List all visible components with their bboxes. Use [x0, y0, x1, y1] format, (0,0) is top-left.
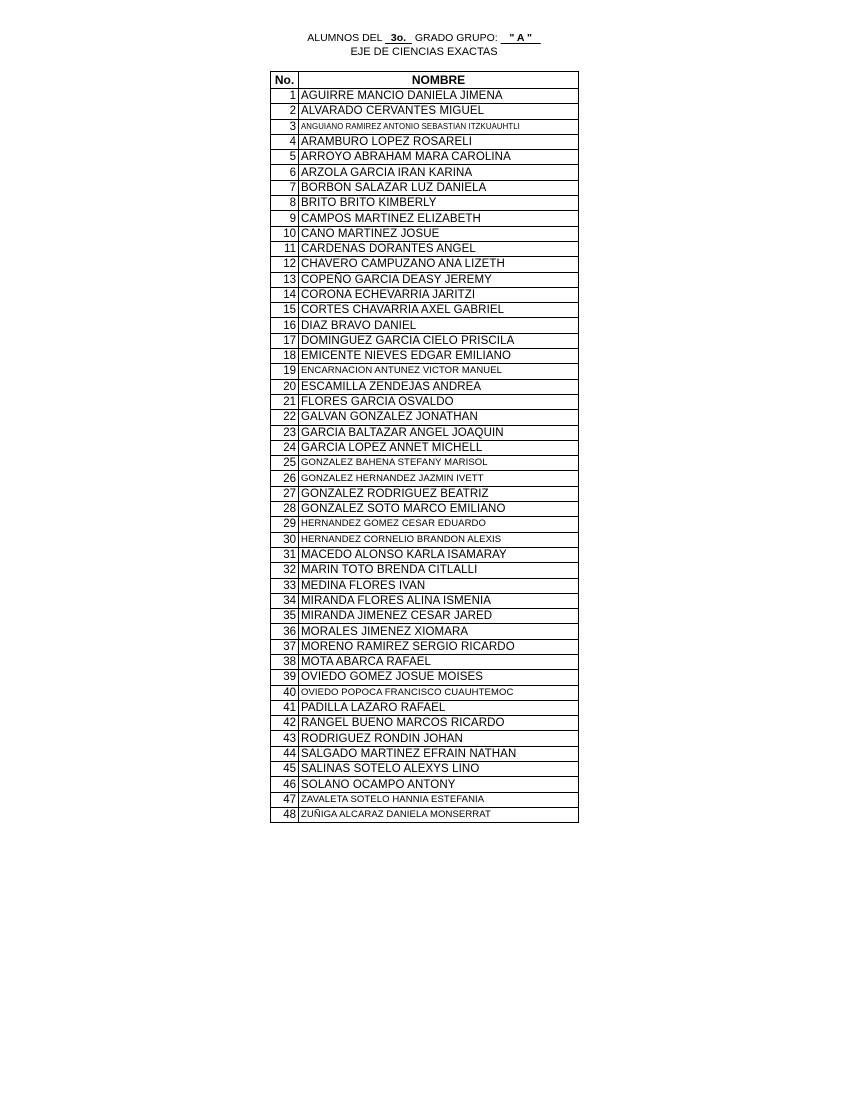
student-name: MARIN TOTO BRENDA CITLALLI [299, 563, 579, 578]
table-row [271, 654, 579, 669]
group-value: " A " [509, 32, 532, 44]
row-number: 30 [271, 532, 299, 547]
student-name: OVIEDO GOMEZ JOSUE MOISES [299, 670, 579, 685]
student-name: MORENO RAMIREZ SERGIO RICARDO [299, 639, 579, 654]
row-number: 24 [271, 440, 299, 455]
table-row [271, 746, 579, 761]
table-row [271, 670, 579, 685]
student-name: ANGUIANO RAMIREZ ANTONIO SEBASTIAN ITZKUAUHTLI [299, 119, 579, 134]
table-row [271, 502, 579, 517]
student-name: BRITO BRITO KIMBERLY [299, 196, 579, 211]
table-row [271, 685, 579, 700]
student-name: BORBON SALAZAR LUZ DANIELA [299, 180, 579, 195]
row-number: 22 [271, 410, 299, 425]
student-name: PADILLA LAZARO RAFAEL [299, 700, 579, 715]
row-number: 28 [271, 502, 299, 517]
student-name: GARCIA BALTAZAR ANGEL JOAQUIN [299, 425, 579, 440]
row-number: 12 [271, 257, 299, 272]
document-header [270, 32, 578, 59]
student-name: ARAMBURO LOPEZ ROSARELI [299, 134, 579, 149]
student-name: RANGEL BUENO MARCOS RICARDO [299, 716, 579, 731]
table-row [271, 379, 579, 394]
grade-value: 3o. [390, 32, 407, 44]
row-number: 10 [271, 226, 299, 241]
table-row [271, 394, 579, 409]
row-number: 27 [271, 486, 299, 501]
student-name: HERNANDEZ GOMEZ CESAR EDUARDO [299, 517, 579, 532]
row-number: 42 [271, 716, 299, 731]
row-number: 15 [271, 303, 299, 318]
student-name: CANO MARTINEZ JOSUE [299, 226, 579, 241]
student-name: MIRANDA FLORES ALINA ISMENIA [299, 593, 579, 608]
student-name: HERNANDEZ CORNELIO BRANDON ALEXIS [299, 532, 579, 547]
table-row [271, 624, 579, 639]
table-row [271, 532, 579, 547]
row-number: 39 [271, 670, 299, 685]
table-row [271, 578, 579, 593]
table-row [271, 364, 579, 379]
table-header-row [271, 72, 579, 89]
row-number: 9 [271, 211, 299, 226]
table-row [271, 119, 579, 134]
row-number: 23 [271, 425, 299, 440]
row-number: 20 [271, 379, 299, 394]
table-row [271, 303, 579, 318]
table-row [271, 272, 579, 287]
table-row [271, 456, 579, 471]
student-name: CARDENAS DORANTES ANGEL [299, 241, 579, 256]
student-name: MOTA ABARCA RAFAEL [299, 654, 579, 669]
row-number: 21 [271, 394, 299, 409]
row-number: 25 [271, 456, 299, 471]
row-number: 35 [271, 609, 299, 624]
student-name: MORALES JIMENEZ XIOMARA [299, 624, 579, 639]
table-row [271, 425, 579, 440]
student-name: CHAVERO CAMPUZANO ANA LIZETH [299, 257, 579, 272]
table-row [271, 226, 579, 241]
table-row [271, 792, 579, 807]
row-number: 2 [271, 104, 299, 119]
table-row [271, 716, 579, 731]
student-name: DIAZ BRAVO DANIEL [299, 318, 579, 333]
table-row [271, 134, 579, 149]
row-number: 4 [271, 134, 299, 149]
table-row [271, 807, 579, 822]
subtitle: EJE DE CIENCIAS EXACTAS [350, 46, 498, 58]
row-number: 41 [271, 700, 299, 715]
row-number: 38 [271, 654, 299, 669]
roster-body [271, 89, 579, 823]
student-name: SALGADO MARTINEZ EFRAIN NATHAN [299, 746, 579, 761]
table-row [271, 731, 579, 746]
student-name: EMICENTE NIEVES EDGAR EMILIANO [299, 349, 579, 364]
row-number: 46 [271, 777, 299, 792]
student-name: GARCIA LOPEZ ANNET MICHELL [299, 440, 579, 455]
group-label: GRUPO: [456, 32, 498, 44]
student-name: RODRIGUEZ RONDIN JOHAN [299, 731, 579, 746]
row-number: 17 [271, 333, 299, 348]
student-name: ARROYO ABRAHAM MARA CAROLINA [299, 150, 579, 165]
student-name: ALVARADO CERVANTES MIGUEL [299, 104, 579, 119]
row-number: 34 [271, 593, 299, 608]
student-name: SOLANO OCAMPO ANTONY [299, 777, 579, 792]
table-row [271, 547, 579, 562]
student-name: CORONA ECHEVARRIA JARITZI [299, 287, 579, 302]
table-row [271, 471, 579, 486]
table-row [271, 517, 579, 532]
student-name: MIRANDA JIMENEZ CESAR JARED [299, 609, 579, 624]
student-name: ZUÑIGA ALCARAZ DANIELA MONSERRAT [299, 807, 579, 822]
row-number: 32 [271, 563, 299, 578]
row-number: 3 [271, 119, 299, 134]
column-header-number: No. [271, 72, 299, 89]
table-row [271, 257, 579, 272]
row-number: 40 [271, 685, 299, 700]
table-row [271, 180, 579, 195]
row-number: 16 [271, 318, 299, 333]
row-number: 31 [271, 547, 299, 562]
student-name: GONZALEZ SOTO MARCO EMILIANO [299, 502, 579, 517]
student-name: CORTES CHAVARRIA AXEL GABRIEL [299, 303, 579, 318]
student-roster-table [270, 71, 579, 823]
row-number: 7 [271, 180, 299, 195]
student-name: GONZALEZ BAHENA STEFANY MARISOL [299, 456, 579, 471]
table-row [271, 196, 579, 211]
header-prefix: ALUMNOS DEL [307, 32, 383, 44]
student-name: DOMINGUEZ GARCIA CIELO PRISCILA [299, 333, 579, 348]
row-number: 1 [271, 89, 299, 104]
table-row [271, 211, 579, 226]
table-row [271, 333, 579, 348]
student-name: GONZALEZ HERNANDEZ JAZMIN IVETT [299, 471, 579, 486]
table-row [271, 440, 579, 455]
student-name: SALINAS SOTELO ALEXYS LINO [299, 762, 579, 777]
table-row [271, 563, 579, 578]
row-number: 6 [271, 165, 299, 180]
table-row [271, 318, 579, 333]
student-name: ESCAMILLA ZENDEJAS ANDREA [299, 379, 579, 394]
student-name: AGUIRRE MANCIO DANIELA JIMENA [299, 89, 579, 104]
row-number: 5 [271, 150, 299, 165]
row-number: 44 [271, 746, 299, 761]
table-row [271, 593, 579, 608]
table-row [271, 89, 579, 104]
row-number: 11 [271, 241, 299, 256]
student-name: ZAVALETA SOTELO HANNIA ESTEFANIA [299, 792, 579, 807]
grade-label: GRADO [414, 32, 454, 44]
table-row [271, 287, 579, 302]
row-number: 45 [271, 762, 299, 777]
row-number: 36 [271, 624, 299, 639]
table-row [271, 165, 579, 180]
table-row [271, 486, 579, 501]
student-name: MACEDO ALONSO KARLA ISAMARAY [299, 547, 579, 562]
row-number: 43 [271, 731, 299, 746]
student-name: OVIEDO POPOCA FRANCISCO CUAUHTEMOC [299, 685, 579, 700]
column-header-name: NOMBRE [299, 72, 579, 89]
table-row [271, 410, 579, 425]
row-number: 37 [271, 639, 299, 654]
row-number: 14 [271, 287, 299, 302]
table-row [271, 639, 579, 654]
table-row [271, 150, 579, 165]
row-number: 33 [271, 578, 299, 593]
row-number: 8 [271, 196, 299, 211]
student-name: COPEÑO GARCIA DEASY JEREMY [299, 272, 579, 287]
table-row [271, 700, 579, 715]
table-row [271, 349, 579, 364]
row-number: 48 [271, 807, 299, 822]
student-name: ARZOLA GARCIA IRAN KARINA [299, 165, 579, 180]
student-name: FLORES GARCIA OSVALDO [299, 394, 579, 409]
table-row [271, 777, 579, 792]
row-number: 29 [271, 517, 299, 532]
row-number: 13 [271, 272, 299, 287]
row-number: 26 [271, 471, 299, 486]
table-row [271, 241, 579, 256]
class-info-line [270, 32, 578, 45]
row-number: 19 [271, 364, 299, 379]
student-name: CAMPOS MARTINEZ ELIZABETH [299, 211, 579, 226]
row-number: 18 [271, 349, 299, 364]
student-name: GONZALEZ RODRIGUEZ BEATRIZ [299, 486, 579, 501]
student-name: GALVAN GONZALEZ JONATHAN [299, 410, 579, 425]
table-row [271, 104, 579, 119]
row-number: 47 [271, 792, 299, 807]
student-name: ENCARNACION ANTUNEZ VICTOR MANUEL [299, 364, 579, 379]
student-name: MEDINA FLORES IVAN [299, 578, 579, 593]
table-row [271, 762, 579, 777]
table-row [271, 609, 579, 624]
